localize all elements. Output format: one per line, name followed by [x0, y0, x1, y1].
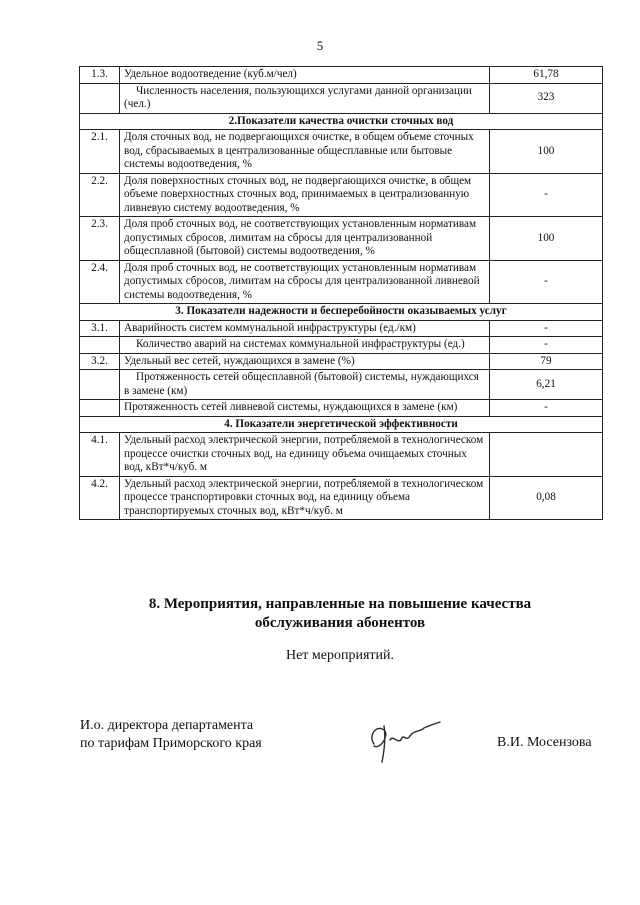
table-row [80, 370, 603, 400]
table-row [80, 217, 603, 261]
indicator-value [490, 433, 603, 477]
indicator-value: 6,21 [490, 370, 603, 400]
no-measures-text: Нет мероприятий. [285, 648, 395, 663]
row-number [80, 337, 120, 354]
heading-line-1: 8. Мероприятия, направленные на повышение качества [148, 596, 532, 612]
indicator-value: - [490, 400, 603, 417]
indicator-value: 100 [490, 130, 603, 174]
indicator-description: Доля сточных вод, не подвергающихся очистке, в общем объеме сточных вод, сбрасываемых в централизованные общесплавные или бытовые системы водоотведения, % [120, 130, 490, 174]
row-number [80, 400, 120, 417]
indicator-description: Удельный расход электрической энергии, потребляемой в технологическом процессе транспортировки сточных вод, на единицу объема транспортируемых сточных вод, кВт*ч/куб. м [120, 476, 490, 520]
signatory-line-1: И.о. директора департамента [80, 718, 254, 733]
row-number: 1.3. [80, 67, 120, 84]
indicator-value: 323 [490, 83, 603, 113]
indicator-value: 61,78 [490, 67, 603, 84]
table-row [80, 67, 603, 84]
table-row [80, 260, 603, 304]
indicator-description: Доля проб сточных вод, не соответствующих установленным нормативам допустимых сбросов, лимитам на сбросы для централизованной ливневой системы водоотведения, % [120, 260, 490, 304]
row-number [80, 83, 120, 113]
indicator-description: Удельное водоотведение (куб.м/чел) [120, 67, 490, 84]
indicator-value: 79 [490, 353, 603, 370]
indicator-description: Аварийность систем коммунальной инфраструктуры (ед./км) [120, 320, 490, 337]
table-row [80, 130, 603, 174]
indicator-description: Доля проб сточных вод, не соответствующих установленным нормативам допустимых сбросов, лимитам на сбросы для централизованной общесплавной (бытовой) системы водоотведения, % [120, 217, 490, 261]
indicator-description: Количество аварий на системах коммунальной инфраструктуры (ед.) [120, 337, 490, 354]
indicator-description: Протяженность сетей ливневой системы, нуждающихся в замене (км) [120, 400, 490, 417]
row-number: 2.1. [80, 130, 120, 174]
section-header-row [80, 416, 603, 433]
row-number: 3.2. [80, 353, 120, 370]
indicators-table [79, 66, 603, 520]
page-number: 5 [316, 38, 324, 53]
indicator-value: 100 [490, 217, 603, 261]
signatory-title [80, 717, 262, 753]
indicator-value: - [490, 260, 603, 304]
row-number: 2.2. [80, 173, 120, 217]
row-number: 4.2. [80, 476, 120, 520]
section-heading [0, 595, 640, 633]
indicator-description: Доля поверхностных сточных вод, не подвергающихся очистке, в общем объеме поверхностных сточных вод, принимаемых в централизованную ливневую систему водоотведения, % [120, 173, 490, 217]
indicator-description: Удельный вес сетей, нуждающихся в замене (%) [120, 353, 490, 370]
indicator-description: Протяженность сетей общесплавной (бытовой) системы, нуждающихся в замене (км) [120, 370, 490, 400]
section-header-row [80, 113, 603, 130]
signatory-line-2: по тарифам Приморского края [80, 736, 262, 751]
section-title: 4. Показатели энергетической эффективности [80, 416, 603, 433]
indicator-description: Удельный расход электрической энергии, потребляемой в технологическом процессе очистки сточных вод, на единицу объема очищаемых сточных вод, кВт*ч/куб. м [120, 433, 490, 477]
table-row [80, 337, 603, 354]
heading-line-2: обслуживания абонентов [254, 615, 426, 631]
row-number: 4.1. [80, 433, 120, 477]
handwritten-signature [362, 716, 442, 766]
table-row [80, 353, 603, 370]
indicator-value: 0,08 [490, 476, 603, 520]
row-number: 2.3. [80, 217, 120, 261]
indicator-description: Численность населения, пользующихся услугами данной организации (чел.) [120, 83, 490, 113]
indicator-value: - [490, 337, 603, 354]
row-number [80, 370, 120, 400]
table-row [80, 83, 603, 113]
table-row [80, 320, 603, 337]
section-title: 3. Показатели надежности и бесперебойности оказываемых услуг [80, 304, 603, 321]
signatory-name: В.И. Мосензова [497, 735, 592, 750]
indicator-value: - [490, 320, 603, 337]
table-row [80, 433, 603, 477]
section-header-row [80, 304, 603, 321]
indicator-value: - [490, 173, 603, 217]
row-number: 3.1. [80, 320, 120, 337]
table-row [80, 476, 603, 520]
table-row [80, 173, 603, 217]
table-row [80, 400, 603, 417]
row-number: 2.4. [80, 260, 120, 304]
section-title: 2.Показатели качества очистки сточных вод [80, 113, 603, 130]
